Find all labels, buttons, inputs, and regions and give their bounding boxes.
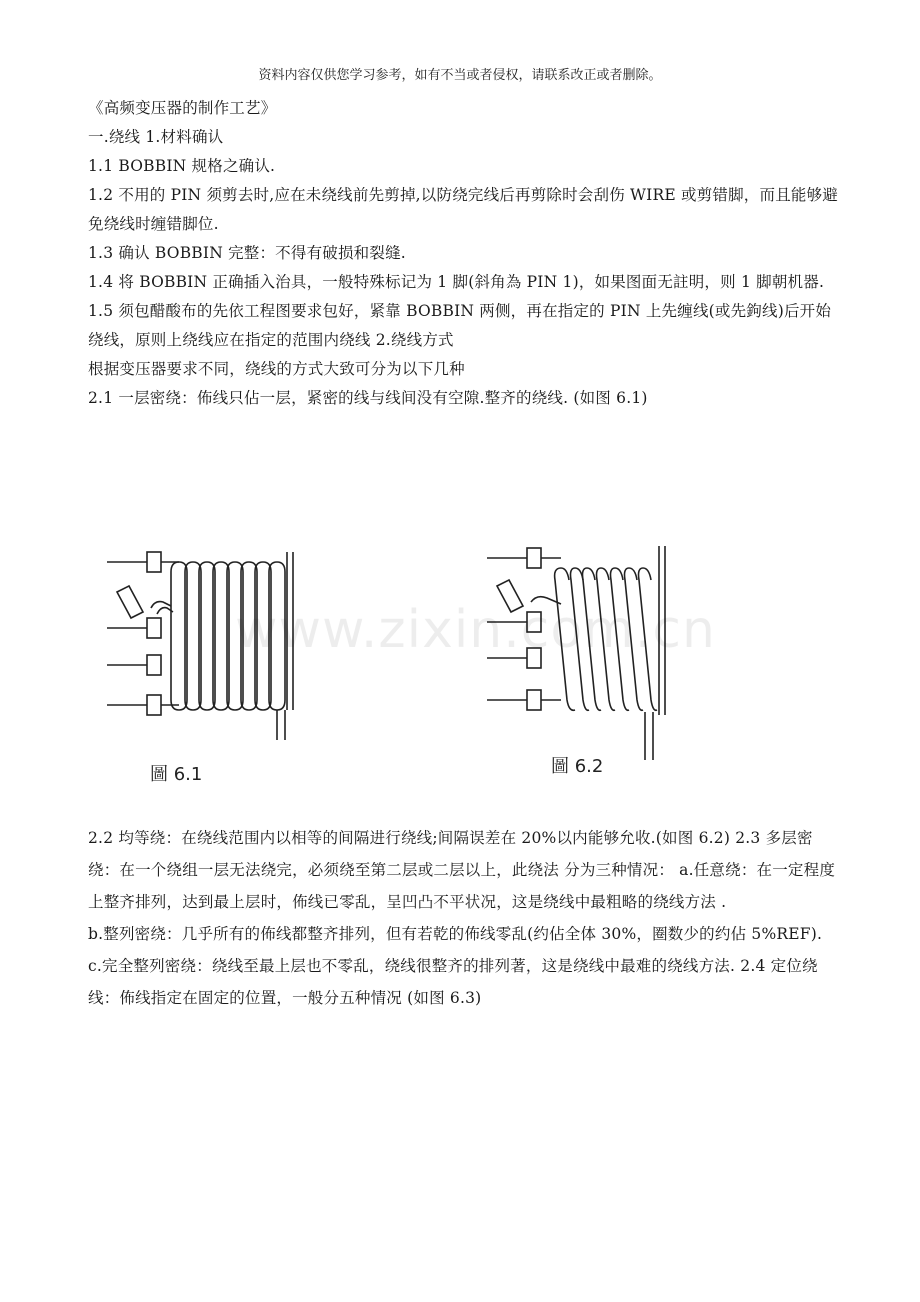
watermark: www.zixin.com.cn <box>235 600 716 660</box>
paragraph: 1.2 不用的 PIN 须剪去时,应在未绕线前先剪掉,以防绕完线后再剪除时会刮伤 WIRE 或剪错脚，而且能够避免绕线时缠错脚位. <box>88 186 838 233</box>
paragraph: 1.3 确认 BOBBIN 完整：不得有破损和裂缝. <box>88 244 406 262</box>
paragraph: 1.1 BOBBIN 规格之确认. <box>88 157 276 175</box>
paragraph: 2.1 一层密绕：佈线只佔一层，紧密的线与线间没有空隙.整齐的绕线. (如图 6.1) <box>88 389 648 407</box>
paragraph: 1.4 将 BOBBIN 正确插入治具，一般特殊标记为 1 脚(斜角為 PIN 1)，如果图面无註明，则 1 脚朝机器. 1.5 须包醋酸布的先依工程图要求包好，紧靠 BOBBIN 两侧，再在指定的 PIN 上先缠线(或先鉤线)后开始绕线，原则上绕线应在指定的范围内绕线 2.绕线方式 <box>88 273 832 349</box>
paragraph: 根据变压器要求不同，绕线的方式大致可分为以下几种 <box>88 360 465 378</box>
winding-diagrams-svg <box>95 540 735 790</box>
doc-title: 《高频变压器的制作工艺》 <box>88 99 277 117</box>
page-header-note: 资料内容仅供您学习参考，如有不当或者侵权，请联系改正或者删除。 <box>258 68 662 83</box>
paragraph: b.整列密绕：几乎所有的佈线都整齐排列，但有若乾的佈线零乱(约佔全体 30%，圈数少的约佔 5%REF). c.完全整列密绕：绕线至最上层也不零乱，绕线很整齐的排列著，这是绕线中最难的绕线方法. 2.4 定位绕线：佈线指定在固定的位置，一般分五种情况 (如图 6.3) <box>88 925 823 1007</box>
document-body-top <box>88 94 838 413</box>
document-body-bottom <box>88 822 838 1014</box>
figure-6-2-caption: 圖 6.2 <box>551 756 604 777</box>
paragraph: 2.2 均等绕：在绕线范围内以相等的间隔进行绕线;间隔误差在 20%以内能够允收.(如图 6.2) 2.3 多层密绕：在一个绕组一层无法绕完，必须绕至第二层或二层以上，此绕法 分为三种情况： a.任意绕：在一定程度上整齐排列，达到最上层时，佈线已零乱，呈凹凸不平状况，这是绕线中最粗略的绕线方法 . <box>88 829 836 911</box>
section-heading: 一.绕线 1.材料确认 <box>88 128 224 146</box>
figure-6-1-caption: 圖 6.1 <box>150 764 203 785</box>
winding-figures <box>95 540 735 790</box>
